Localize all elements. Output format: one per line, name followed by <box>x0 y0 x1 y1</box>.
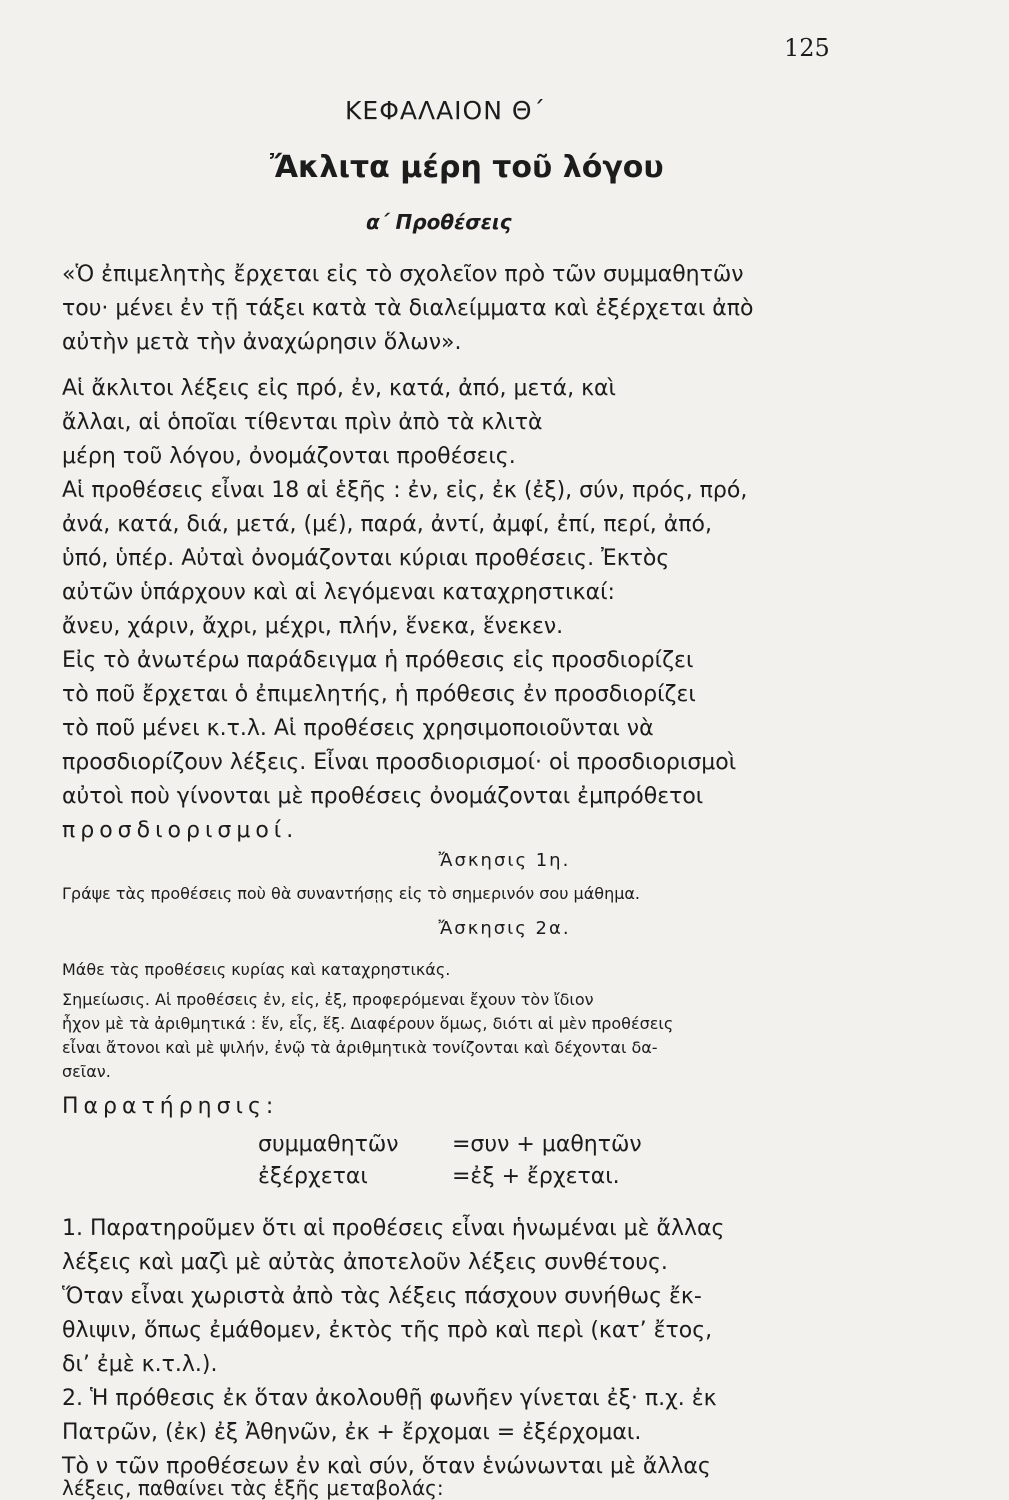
text-line: Ὅταν εἶναι χωριστὰ ἀπὸ τὰς λέξεις πάσχουν συνήθως ἔκ- <box>62 1284 702 1309</box>
text-line: λέξεις καὶ μαζὶ μὲ αὐτὰς ἀποτελοῦν λέξεις συνθέτους. <box>62 1250 668 1275</box>
text-line: ὑπό, ὑπέρ. Αὐταὶ ὀνομάζονται κύριαι προθέσεις. Ἐκτὸς <box>62 546 670 571</box>
text-line: ἄνευ, χάριν, ἄχρι, μέχρι, πλήν, ἕνεκα, ἕνεκεν. <box>62 614 564 639</box>
text-line: αὐτὴν μετὰ τὴν ἀναχώρησιν ὅλων». <box>62 330 462 355</box>
page-title: Ἄκλιτα μέρη τοῦ λόγου <box>270 150 664 185</box>
chapter-heading: ΚΕΦΑΛΑΙΟΝ Θ΄ <box>345 96 547 125</box>
text-line: θλιψιν, ὅπως ἐμάθομεν, ἐκτὸς τῆς πρὸ καὶ περὶ (κατ’ ἔτος, <box>62 1318 713 1343</box>
note-line: ἦχον μὲ τὰ ἀριθμητικά : ἕν, εἷς, ἕξ. Διαφέρουν ὅμως, διότι αἱ μὲν προθέσεις <box>62 1014 674 1033</box>
formula-decomposition: =συν + μαθητῶν <box>452 1132 642 1157</box>
exercise-2-text: Μάθε τὰς προθέσεις κυρίας καὶ καταχρηστικάς. <box>62 960 451 979</box>
exercise-1-heading: Ἄσκησις 1η. <box>438 850 571 871</box>
text-line: ἄλλαι, αἱ ὁποῖαι τίθενται πρὶν ἀπὸ τὰ κλιτὰ <box>62 410 543 435</box>
exercise-2-heading: Ἄσκησις 2α. <box>438 918 571 939</box>
text-line: 2. Ἡ πρόθεσις ἐκ ὅταν ἀκολουθῇ φωνῆεν γίνεται ἐξ· π.χ. ἐκ <box>62 1386 717 1411</box>
observation-heading: Παρατήρησις: <box>62 1094 279 1119</box>
text-line: προσδιορισμοί. <box>62 818 299 843</box>
section-subtitle: α΄ Προθέσεις <box>366 210 512 234</box>
note-line: Σημείωσις. Αἱ προθέσεις ἐν, εἰς, ἐξ, προφερόμεναι ἔχουν τὸν ἴδιον <box>62 990 594 1009</box>
note-line: σεῖαν. <box>62 1062 111 1081</box>
formula-decomposition: =ἐξ + ἔρχεται. <box>452 1164 620 1189</box>
text-line: 1. Παρατηροῦμεν ὅτι αἱ προθέσεις εἶναι ἡνωμέναι μὲ ἄλλας <box>62 1216 725 1241</box>
text-line: Εἰς τὸ ἀνωτέρω παράδειγμα ἡ πρόθεσις εἰς προσδιορίζει <box>62 648 694 673</box>
page-number: 125 <box>784 34 830 62</box>
text-line: Τὸ ν τῶν προθέσεων ἐν καὶ σύν, ὅταν ἑνώνωνται μὲ ἄλλας <box>62 1454 711 1479</box>
text-line: ἀνά, κατά, διά, μετά, (μέ), παρά, ἀντί, ἀμφί, ἐπί, περί, ἀπό, <box>62 512 712 537</box>
text-line: αὐτοὶ ποὺ γίνονται μὲ προθέσεις ὀνομάζονται ἐμπρόθετοι <box>62 784 704 809</box>
formula-word: ἐξέρχεται <box>258 1164 368 1189</box>
text-line: του· μένει ἐν τῇ τάξει κατὰ τὰ διαλείμματα καὶ ἐξέρχεται ἀπὸ <box>62 296 754 321</box>
text-line: λέξεις, παθαίνει τὰς ἑξῆς μεταβολάς: <box>62 1476 444 1500</box>
text-line: δι’ ἐμὲ κ.τ.λ.). <box>62 1352 218 1377</box>
formula-word: συμμαθητῶν <box>258 1132 399 1157</box>
text-line: μέρη τοῦ λόγου, ὀνομάζονται προθέσεις. <box>62 444 516 469</box>
text-line: Αἱ προθέσεις εἶναι 18 αἱ ἑξῆς : ἐν, εἰς, ἐκ (ἐξ), σύν, πρός, πρό, <box>62 478 748 503</box>
text-line: τὸ ποῦ μένει κ.τ.λ. Αἱ προθέσεις χρησιμοποιοῦνται νὰ <box>62 716 654 741</box>
text-line: προσδιορίζουν λέξεις. Εἶναι προσδιορισμοί· οἱ προσδιορισμοὶ <box>62 750 737 775</box>
text-line: «Ὁ ἐπιμελητὴς ἔρχεται εἰς τὸ σχολεῖον πρὸ τῶν συμμαθητῶν <box>62 262 744 287</box>
text-line: τὸ ποῦ ἔρχεται ὁ ἐπιμελητής, ἡ πρόθεσις ἐν προσδιορίζει <box>62 682 696 707</box>
exercise-1-text: Γράψε τὰς προθέσεις ποὺ θὰ συναντήσῃς εἰς τὸ σημερινόν σου μάθημα. <box>62 884 641 903</box>
note-line: εἶναι ἄτονοι καὶ μὲ ψιλήν, ἐνῷ τὰ ἀριθμητικὰ τονίζονται καὶ δέχονται δα- <box>62 1038 658 1057</box>
text-line: αὐτῶν ὑπάρχουν καὶ αἱ λεγόμεναι καταχρηστικαί: <box>62 580 615 605</box>
text-line: Αἱ ἄκλιτοι λέξεις εἰς πρό, ἐν, κατά, ἀπό, μετά, καὶ <box>62 376 616 401</box>
text-line: Πατρῶν, (ἐκ) ἐξ Ἀθηνῶν, ἐκ + ἔρχομαι = ἐξέρχομαι. <box>62 1420 642 1445</box>
